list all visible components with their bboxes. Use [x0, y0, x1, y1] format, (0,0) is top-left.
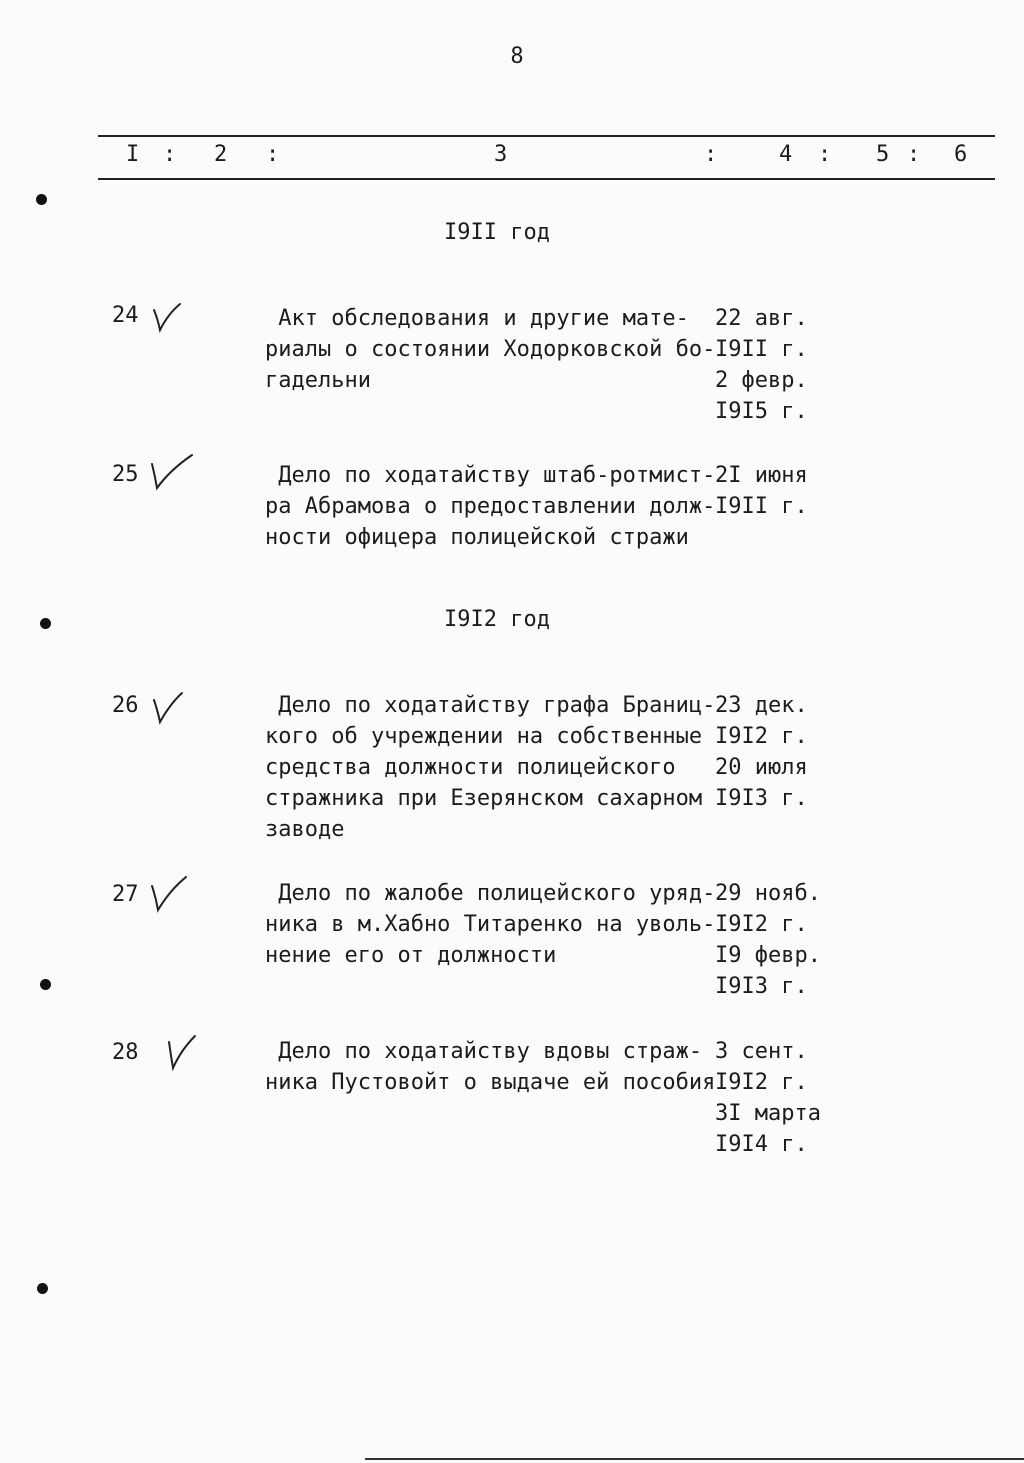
section-year-heading: I9II год	[444, 220, 550, 245]
punch-hole	[37, 1283, 48, 1294]
column-2-header: 2	[214, 142, 228, 167]
page-number: 8	[510, 44, 524, 69]
entry-number: 24	[112, 303, 139, 328]
column-1-header: I	[126, 142, 140, 167]
check-mark-icon	[150, 690, 186, 726]
entry-description: Дело по ходатайству штаб-ротмист- ра Абрамова о предоставлении долж- ности офицера полицейской стражи	[265, 463, 716, 550]
column-separator: :	[907, 142, 921, 167]
entry-dates: 2I июня I9II г.	[715, 463, 808, 519]
punch-hole	[36, 194, 47, 205]
entry-number: 28	[112, 1040, 139, 1065]
entry-description: Дело по ходатайству вдовы страж- ника Пустовойт о выдаче ей пособия	[265, 1039, 716, 1095]
column-separator: :	[818, 142, 832, 167]
entry-dates: 23 дек. I9I2 г. 20 июля I9I3 г.	[715, 693, 808, 811]
column-3-header: 3	[494, 142, 508, 167]
column-separator: :	[163, 142, 177, 167]
entry-description: Акт обследования и другие мате- риалы о состоянии Ходорковской бо- гадельни	[265, 306, 716, 393]
check-mark-icon	[165, 1032, 199, 1072]
entry-number: 26	[112, 693, 139, 718]
punch-hole	[40, 979, 51, 990]
header-bottom-rule	[98, 178, 995, 180]
check-mark-icon	[148, 452, 196, 492]
column-header-row	[0, 142, 1024, 172]
column-4-header: 4	[779, 142, 793, 167]
check-mark-icon	[150, 300, 184, 334]
entry-dates: 29 нояб. I9I2 г. I9 февр. I9I3 г.	[715, 881, 821, 999]
column-6-header: 6	[954, 142, 968, 167]
punch-hole	[40, 618, 51, 629]
entry-description: Дело по жалобе полицейского уряд- ника в м.Хабно Титаренко на уволь- нение его от должности	[265, 881, 716, 968]
entry-dates: 3 сент. I9I2 г. 3I марта I9I4 г.	[715, 1039, 821, 1157]
section-year-heading: I9I2 год	[444, 607, 550, 632]
entry-description: Дело по ходатайству графа Браниц- кого об учреждении на собственные средства должности полицейского стражника при Езерянском сахарном заводе	[265, 693, 716, 842]
header-top-rule	[98, 135, 995, 137]
entry-number: 27	[112, 882, 139, 907]
column-5-header: 5	[876, 142, 890, 167]
page-edge-line	[365, 1458, 1024, 1460]
column-separator: :	[704, 142, 718, 167]
entry-number: 25	[112, 462, 139, 487]
entry-dates: 22 авг. I9II г. 2 февр. I9I5 г.	[715, 306, 808, 424]
check-mark-icon	[148, 874, 190, 914]
column-separator: :	[266, 142, 280, 167]
